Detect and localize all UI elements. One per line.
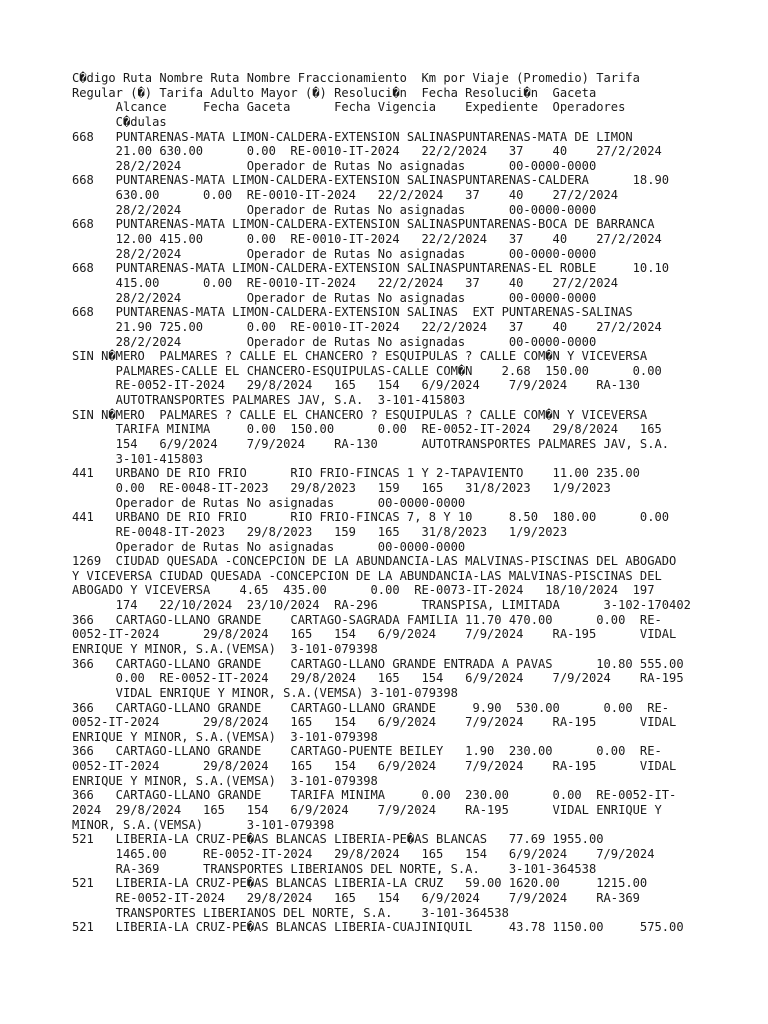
record-line: 28/2/2024 Operador de Rutas No asignadas 00-0000-0000 <box>72 246 597 261</box>
record-line: 12.00 415.00 0.00 RE-0010-IT-2024 22/2/2024 37 40 27/2/2024 <box>72 232 662 247</box>
record-line: 0052-IT-2024 29/8/2024 165 154 6/9/2024 7/9/2024 RA-195 VIDAL <box>72 627 677 642</box>
record-line: ENRIQUE Y MINOR, S.A.(VEMSA) 3-101-079398 <box>72 729 378 744</box>
record-line: 441 URBANO DE RIO FRIO RIO FRIO-FINCAS 1 Y 2-TAPAVIENTO 11.00 235.00 <box>72 466 640 481</box>
record-line: 521 LIBERIA-LA CRUZ-PE�AS BLANCAS LIBERIA-LA CRUZ 59.00 1620.00 1215.00 <box>72 876 648 891</box>
record-line: 366 CARTAGO-LLANO GRANDE CARTAGO-LLANO GRANDE 9.90 530.00 0.00 RE- <box>72 700 670 715</box>
record-line: PALMARES-CALLE EL CHANCERO-ESQUIPULAS-CALLE COM�N 2.68 150.00 0.00 <box>72 363 662 378</box>
record-line: 3-101-415803 <box>72 451 204 466</box>
record-line: SIN N�MERO PALMARES ? CALLE EL CHANCERO ? ESQUIPULAS ? CALLE COM�N Y VICEVERSA <box>72 407 648 422</box>
record-line: 2024 29/8/2024 165 154 6/9/2024 7/9/2024 RA-195 VIDAL ENRIQUE Y <box>72 803 662 818</box>
record-line: 668 PUNTARENAS-MATA LIMON-CALDERA-EXTENSION SALINASPUNTARENAS-CALDERA 18.90 <box>72 173 670 188</box>
record-line: RE-0052-IT-2024 29/8/2024 165 154 6/9/2024 7/9/2024 RA-130 <box>72 378 640 393</box>
record-line: 0.00 RE-0052-IT-2024 29/8/2024 165 154 6/9/2024 7/9/2024 RA-195 <box>72 671 684 686</box>
record-line: 630.00 0.00 RE-0010-IT-2024 22/2/2024 37 40 27/2/2024 <box>72 188 619 203</box>
record-line: Operador de Rutas No asignadas 00-0000-0000 <box>72 495 466 510</box>
record-line: 366 CARTAGO-LLANO GRANDE CARTAGO-PUENTE BEILEY 1.90 230.00 0.00 RE- <box>72 744 662 759</box>
record-line: 521 LIBERIA-LA CRUZ-PE�AS BLANCAS LIBERIA-CUAJINIQUIL 43.78 1150.00 575.00 <box>72 920 684 935</box>
record-line: 366 CARTAGO-LLANO GRANDE TARIFA MINIMA 0.00 230.00 0.00 RE-0052-IT- <box>72 788 677 803</box>
record-line: 1269 CIUDAD QUESADA -CONCEPCION DE LA ABUNDANCIA-LAS MALVINAS-PISCINAS DEL ABOGADO <box>72 554 677 569</box>
record-line: TARIFA MINIMA 0.00 150.00 0.00 RE-0052-IT-2024 29/8/2024 165 <box>72 422 662 437</box>
record-line: 668 PUNTARENAS-MATA LIMON-CALDERA-EXTENSION SALINAS EXT PUNTARENAS-SALINAS <box>72 305 633 320</box>
record-line: 154 6/9/2024 7/9/2024 RA-130 AUTOTRANSPORTES PALMARES JAV, S.A. <box>72 437 670 452</box>
record-line: 366 CARTAGO-LLANO GRANDE CARTAGO-SAGRADA FAMILIA 11.70 470.00 0.00 RE- <box>72 612 662 627</box>
record-line: RE-0048-IT-2023 29/8/2023 159 165 31/8/2023 1/9/2023 <box>72 524 568 539</box>
record-line: Operador de Rutas No asignadas 00-0000-0000 <box>72 539 466 554</box>
header-line: C�digo Ruta Nombre Ruta Nombre Fraccionamiento Km por Viaje (Promedio) Tarifa <box>72 71 640 85</box>
record-line: 668 PUNTARENAS-MATA LIMON-CALDERA-EXTENSION SALINASPUNTARENAS-BOCA DE BARRANCA <box>72 217 655 232</box>
record-line: 28/2/2024 Operador de Rutas No asignadas 00-0000-0000 <box>72 202 597 217</box>
record-line: 28/2/2024 Operador de Rutas No asignadas 00-0000-0000 <box>72 290 597 305</box>
record-line: ENRIQUE Y MINOR, S.A.(VEMSA) 3-101-079398 <box>72 773 378 788</box>
record-line: 21.90 725.00 0.00 RE-0010-IT-2024 22/2/2024 37 40 27/2/2024 <box>72 319 662 334</box>
record-line: ABOGADO Y VICEVERSA 4.65 435.00 0.00 RE-0073-IT-2024 18/10/2024 197 <box>72 583 655 598</box>
record-line: 441 URBANO DE RIO FRIO RIO FRIO-FINCAS 7, 8 Y 10 8.50 180.00 0.00 <box>72 510 670 525</box>
record-line: 0052-IT-2024 29/8/2024 165 154 6/9/2024 7/9/2024 RA-195 VIDAL <box>72 759 677 774</box>
record-line: 174 22/10/2024 23/10/2024 RA-296 TRANSPISA, LIMITADA 3-102-170402 <box>72 598 691 613</box>
record-line: 1465.00 RE-0052-IT-2024 29/8/2024 165 154 6/9/2024 7/9/2024 <box>72 846 655 861</box>
record-line: VIDAL ENRIQUE Y MINOR, S.A.(VEMSA) 3-101-079398 <box>72 685 458 700</box>
record-line: 415.00 0.00 RE-0010-IT-2024 22/2/2024 37 40 27/2/2024 <box>72 275 619 290</box>
document-body <box>72 71 712 935</box>
record-line: 668 PUNTARENAS-MATA LIMON-CALDERA-EXTENSION SALINASPUNTARENAS-MATA DE LIMON <box>72 129 633 144</box>
record-line: RA-369 TRANSPORTES LIBERIANOS DEL NORTE, S.A. 3-101-364538 <box>72 861 597 876</box>
record-line: RE-0052-IT-2024 29/8/2024 165 154 6/9/2024 7/9/2024 RA-369 <box>72 890 640 905</box>
record-line: 21.00 630.00 0.00 RE-0010-IT-2024 22/2/2024 37 40 27/2/2024 <box>72 144 662 159</box>
header-line: Regular (�) Tarifa Adulto Mayor (�) Resoluci�n Fecha Resoluci�n Gaceta <box>72 85 597 100</box>
record-line: 28/2/2024 Operador de Rutas No asignadas 00-0000-0000 <box>72 158 597 173</box>
record-line: ENRIQUE Y MINOR, S.A.(VEMSA) 3-101-079398 <box>72 641 378 656</box>
record-line: 521 LIBERIA-LA CRUZ-PE�AS BLANCAS LIBERIA-PE�AS BLANCAS 77.69 1955.00 <box>72 832 604 847</box>
record-line: SIN N�MERO PALMARES ? CALLE EL CHANCERO ? ESQUIPULAS ? CALLE COM�N Y VICEVERSA <box>72 349 648 364</box>
record-line: 366 CARTAGO-LLANO GRANDE CARTAGO-LLANO GRANDE ENTRADA A PAVAS 10.80 555.00 <box>72 656 684 671</box>
record-line: 0052-IT-2024 29/8/2024 165 154 6/9/2024 7/9/2024 RA-195 VIDAL <box>72 715 677 730</box>
record-line: TRANSPORTES LIBERIANOS DEL NORTE, S.A. 3-101-364538 <box>72 905 509 920</box>
record-line: AUTOTRANSPORTES PALMARES JAV, S.A. 3-101-415803 <box>72 393 466 408</box>
record-line: 668 PUNTARENAS-MATA LIMON-CALDERA-EXTENSION SALINASPUNTARENAS-EL ROBLE 10.10 <box>72 261 670 276</box>
header-line: Alcance Fecha Gaceta Fecha Vigencia Expediente Operadores <box>72 100 626 115</box>
header-line: C�dulas <box>72 114 167 129</box>
record-line: 28/2/2024 Operador de Rutas No asignadas 00-0000-0000 <box>72 334 597 349</box>
record-line: MINOR, S.A.(VEMSA) 3-101-079398 <box>72 817 335 832</box>
record-line: 0.00 RE-0048-IT-2023 29/8/2023 159 165 31/8/2023 1/9/2023 <box>72 480 611 495</box>
record-line: Y VICEVERSA CIUDAD QUESADA -CONCEPCION DE LA ABUNDANCIA-LAS MALVINAS-PISCINAS DEL <box>72 568 662 583</box>
